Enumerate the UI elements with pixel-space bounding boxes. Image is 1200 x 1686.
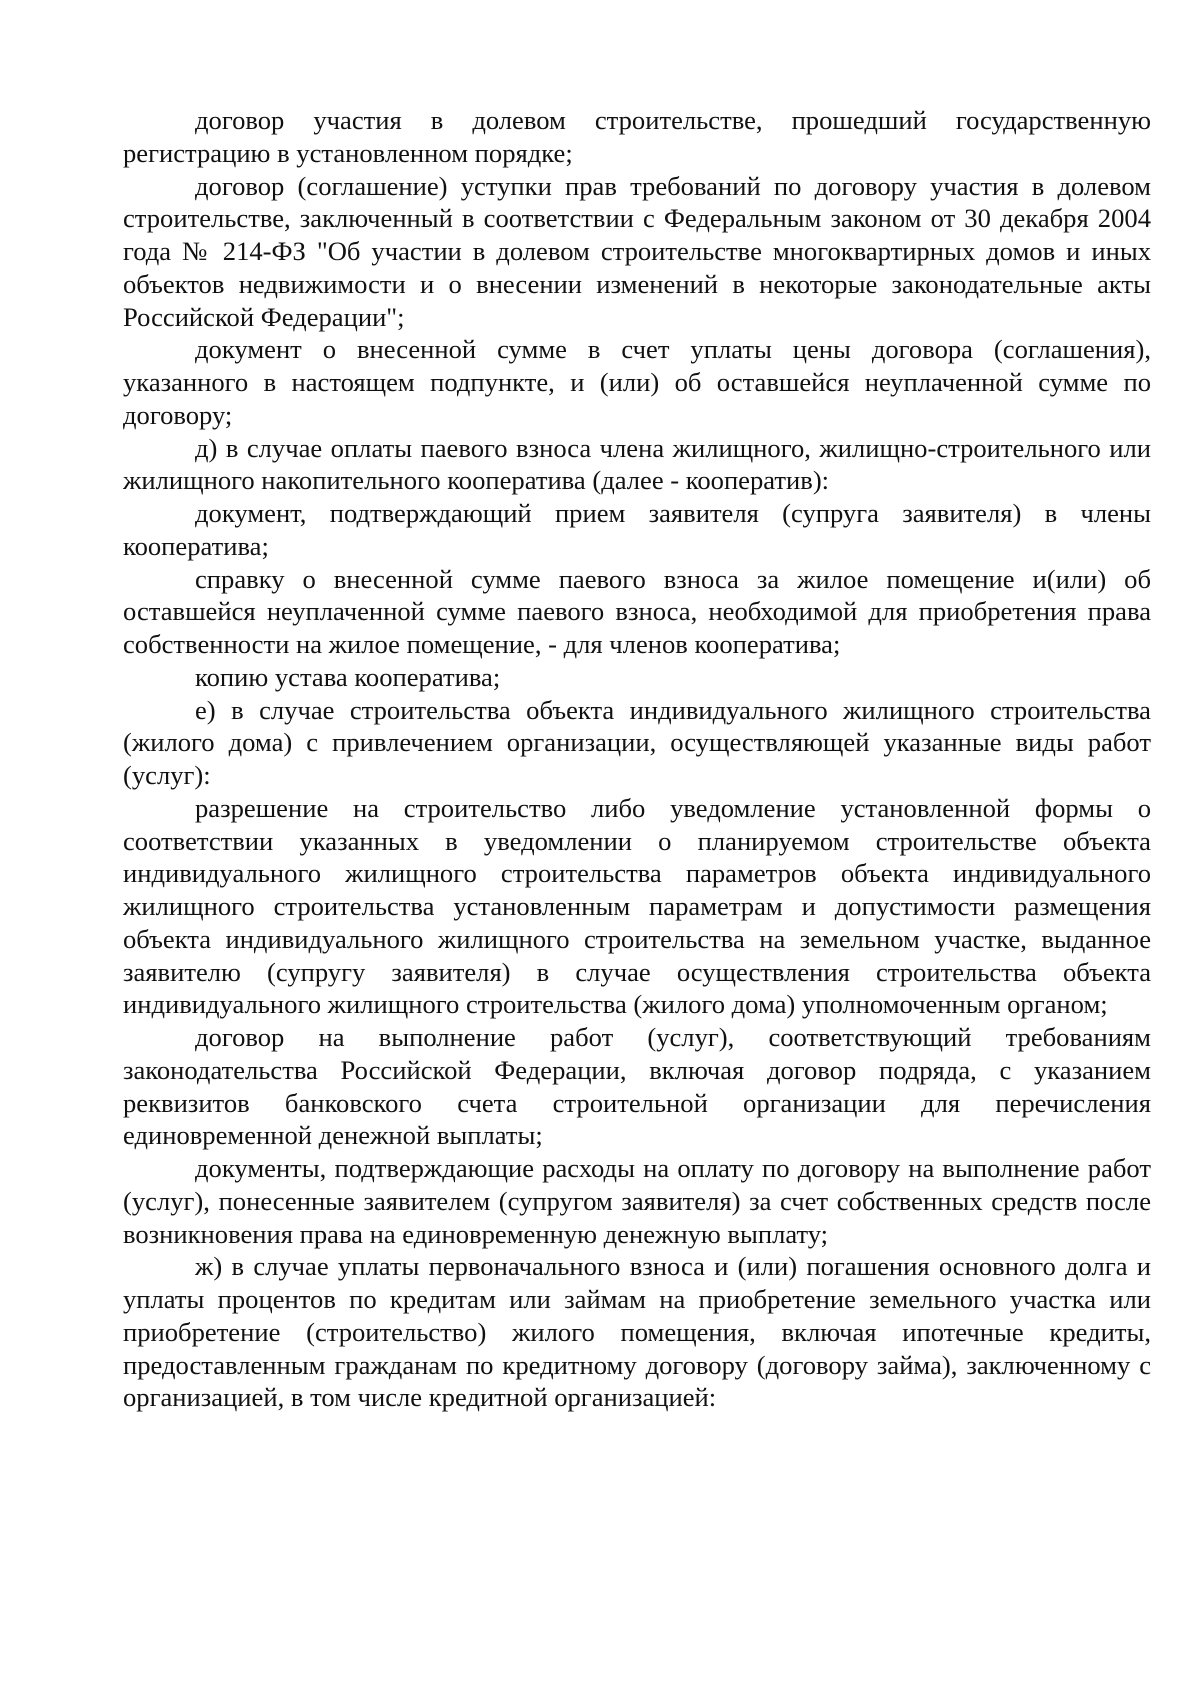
paragraph-building-permit: разрешение на строительство либо уведомление установленной формы о соответствии указанных в уведомлении о планируемом строительстве объекта индивидуального жилищного строительства параметров объекта индивидуального жилищного строительства установленным параметрам и допустимости размещения объекта индивидуального жилищного строительства на земельном участке, выданное заявителю (супругу заявителя) в случае осуществления строительства объекта индивидуального жилищного строительства (жилого дома) уполномоченным органом; (123, 792, 1151, 1020)
paragraph-cooperative-charter: копию устава кооператива; (195, 661, 501, 692)
paragraph-item-d: д) в случае оплаты паевого взноса члена жилищного, жилищно-строительного или жилищного накопительного кооператива (далее - кооператив): (123, 432, 1151, 496)
document-body (123, 104, 1151, 1414)
paragraph-registered-dds-contract: договор участия в долевом строительстве, прошедший государственную регистрацию в установленном порядке; (123, 105, 1151, 168)
paragraph-payment-document: документ о внесенной сумме в счет уплаты цены договора (соглашения), указанного в настоящем подпункте, и (или) об оставшейся неуплаченной сумме по договору; (123, 334, 1151, 430)
paragraph-item-zh: ж) в случае уплаты первоначального взноса и (или) погашения основного долга и уплаты процентов по кредитам или займам на приобретение земельного участка или приобретение (строительство) жилого помещения, включая ипотечные кредиты, предоставленным гражданам по кредитному договору (договору займа), заключенному с организацией, в том числе кредитной организацией: (123, 1251, 1151, 1413)
paragraph-expense-documents: документы, подтверждающие расходы на оплату по договору на выполнение работ (услуг), понесенные заявителем (супругом заявителя) за счет собственных средств после возникновения права на единовременную денежную выплату; (123, 1153, 1151, 1249)
paragraph-assignment-agreement: договор (соглашение) уступки прав требований по договору участия в долевом строительстве, заключенный в соответствии с Федеральным законом от 30 декабря 2004 года № 214-ФЗ "Об участии в долевом строительстве многоквартирных домов и иных объектов недвижимости и о внесении изменений в некоторые законодательные акты Российской Федерации"; (123, 170, 1151, 332)
paragraph-membership-document: документ, подтверждающий прием заявителя (супруга заявителя) в члены кооператива; (123, 498, 1151, 561)
paragraph-works-contract: договор на выполнение работ (услуг), соответствующий требованиям законодательства Российской Федерации, включая договор подряда, с указанием реквизитов банковского счета строительной организации для перечисления единовременной денежной выплаты; (123, 1022, 1151, 1151)
paragraph-item-e: е) в случае строительства объекта индивидуального жилищного строительства (жилого дома) с привлечением организации, осуществляющей указанные виды работ (услуг): (123, 694, 1151, 790)
paragraph-share-fee-certificate: справку о внесенной сумме паевого взноса за жилое помещение и(или) об оставшейся неуплаченной сумме паевого взноса, необходимой для приобретения права собственности на жилое помещение, - для членов кооператива; (123, 563, 1151, 659)
